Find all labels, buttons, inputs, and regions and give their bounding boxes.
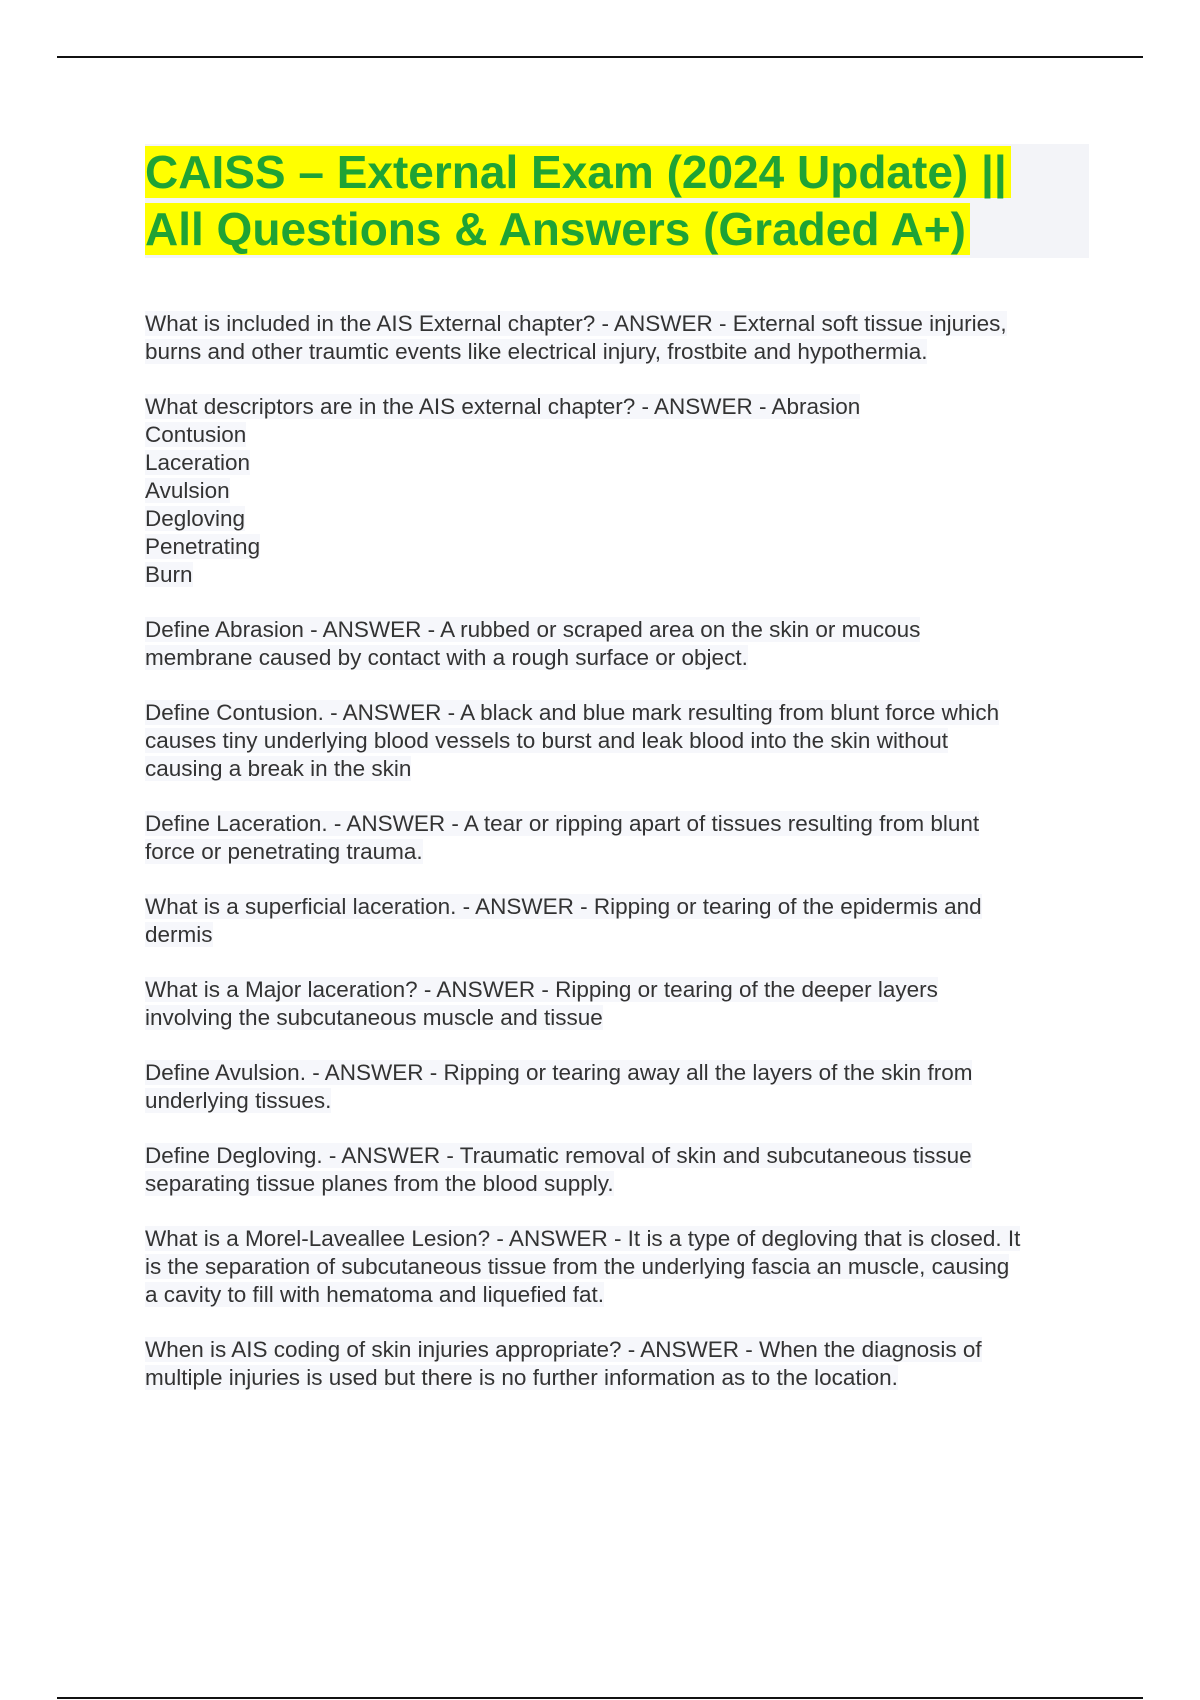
qa-item (145, 699, 1095, 783)
title-line-2-text: All Questions & Answers (Graded A+) (145, 203, 970, 255)
qa-text: Define Laceration. - ANSWER - A tear or ripping apart of tissues resulting from blunt force or penetrating trauma. (145, 811, 980, 864)
document-title (145, 144, 1089, 258)
qa-text: Define Avulsion. - ANSWER - Ripping or tearing away all the layers of the skin from underlying tissues. (145, 1060, 973, 1113)
header-rule (57, 56, 1143, 58)
title-line-1 (145, 144, 1089, 201)
qa-item (145, 810, 1095, 866)
qa-text: Define Abrasion - ANSWER - A rubbed or scraped area on the skin or mucous membrane caused by contact with a rough surface or object. (145, 617, 921, 670)
qa-item (145, 1059, 1095, 1115)
qa-text: What is included in the AIS External chapter? - ANSWER - External soft tissue injuries, burns and other traumtic events like electrical injury, frostbite and hypothermia. (145, 311, 1007, 364)
title-line-2 (145, 201, 1089, 258)
qa-text: What descriptors are in the AIS external chapter? - ANSWER - Abrasion Contusion Laceration Avulsion Degloving Penetrating Burn (145, 394, 861, 587)
qa-text: What is a Major laceration? - ANSWER - Ripping or tearing of the deeper layers involving the subcutaneous muscle and tissue (145, 977, 938, 1030)
footer-rule (57, 1697, 1143, 1699)
qa-item (145, 893, 1095, 949)
qa-item (145, 310, 1095, 366)
qa-item (145, 976, 1095, 1032)
qa-item (145, 616, 1095, 672)
qa-item (145, 1142, 1095, 1198)
qa-list (145, 310, 1095, 1419)
qa-text: What is a Morel-Laveallee Lesion? - ANSWER - It is a type of degloving that is closed. It is the separation of subcutaneous tissue from the underlying fascia an muscle, causing a cavity to fill with hematoma and liquefied fat. (145, 1226, 1021, 1307)
qa-item (145, 1336, 1095, 1392)
title-line-1-text: CAISS – External Exam (2024 Update) || (145, 146, 1011, 198)
qa-item (145, 393, 1095, 589)
qa-text: Define Contusion. - ANSWER - A black and blue mark resulting from blunt force which causes tiny underlying blood vessels to burst and leak blood into the skin without causing a break in the skin (145, 700, 1000, 781)
qa-text: Define Degloving. - ANSWER - Traumatic removal of skin and subcutaneous tissue separating tissue planes from the blood supply. (145, 1143, 972, 1196)
qa-text: When is AIS coding of skin injuries appropriate? - ANSWER - When the diagnosis of multiple injuries is used but there is no further information as to the location. (145, 1337, 982, 1390)
qa-item (145, 1225, 1095, 1309)
qa-text: What is a superficial laceration. - ANSWER - Ripping or tearing of the epidermis and dermis (145, 894, 982, 947)
